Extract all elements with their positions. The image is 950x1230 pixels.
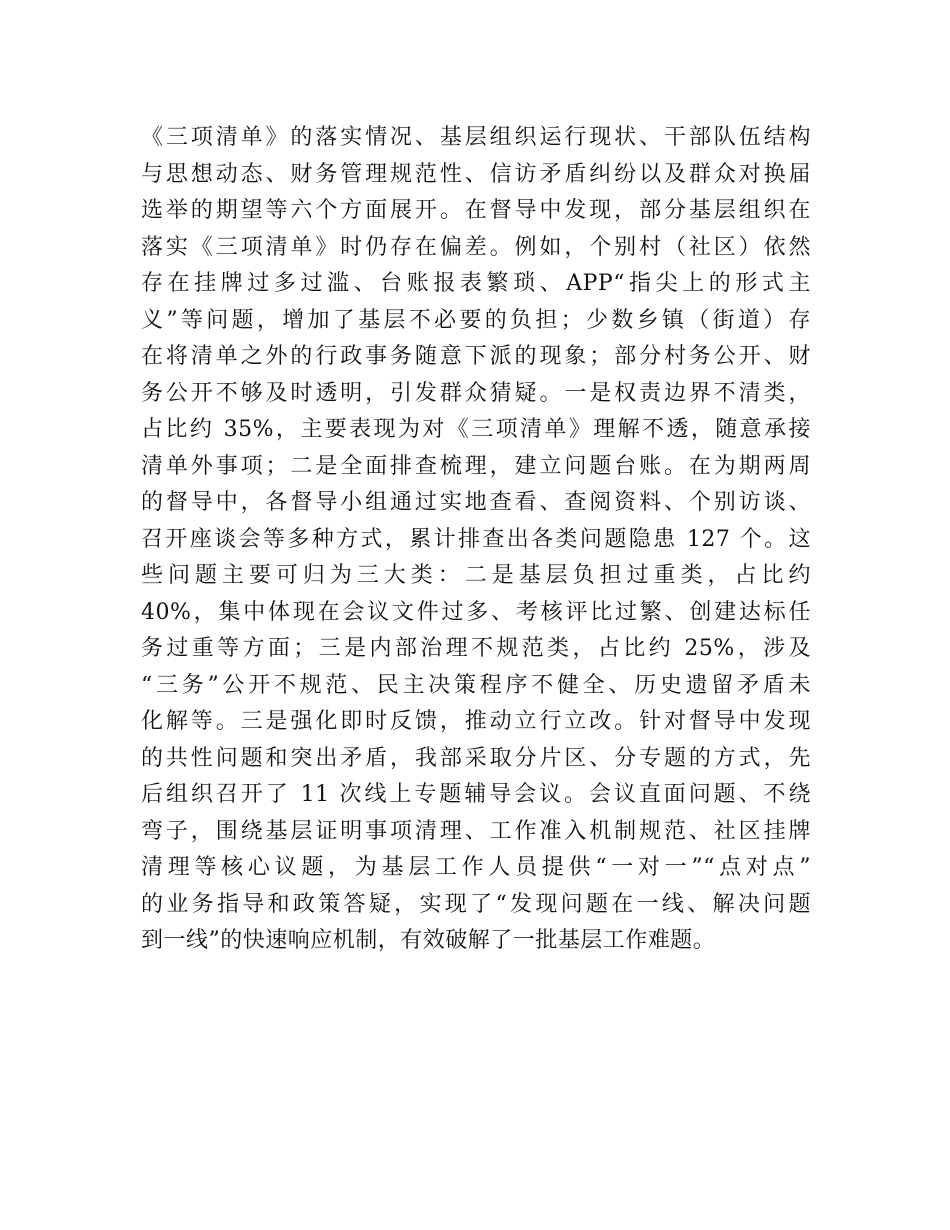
text-line: 清理等核心议题，为基层工作人员提供“一对一”“点对点” — [141, 855, 811, 880]
text-line: 召开座谈会等多种方式，累计排查出各类问题隐患 127 个。这 — [141, 526, 811, 552]
text-line: 务过重等方面；三是内部治理不规范类，占比约 25%，涉及 — [141, 636, 811, 661]
text-line: 义”等问题，增加了基层不必要的负担；少数乡镇（街道）存 — [141, 307, 811, 333]
text-line: 《三项清单》的落实情况、基层组织运行现状、干部队伍结构 — [141, 125, 811, 150]
text-line: 化解等。三是强化即时反馈，推动立行立改。针对督导中发现 — [141, 709, 811, 734]
text-line: 后组织召开了 11 次线上专题辅导会议。会议直面问题、不绕 — [141, 782, 811, 807]
text-line: 与思想动态、财务管理规范性、信访矛盾纠纷以及群众对换届 — [141, 161, 811, 187]
text-line: 在将清单之外的行政事务随意下派的现象；部分村务公开、财 — [141, 344, 811, 369]
text-line: 选举的期望等六个方面展开。在督导中发现，部分基层组织在 — [141, 198, 811, 223]
text-line: 占比约 35%，主要表现为对《三项清单》理解不透，随意承接 — [141, 417, 811, 442]
text-line: “三务”公开不规范、民主决策程序不健全、历史遗留矛盾未 — [141, 672, 811, 698]
text-line: 到一线”的快速响应机制，有效破解了一批基层工作难题。 — [141, 928, 716, 953]
text-line: 的业务指导和政策答疑，实现了“发现问题在一线、解决问题 — [141, 891, 811, 917]
text-line: 些问题主要可归为三大类：二是基层负担过重类，占比约 — [141, 563, 811, 588]
text-line: 的督导中，各督导小组通过实地查看、查阅资料、个别访谈、 — [141, 490, 811, 515]
text-line: 弯子，围绕基层证明事项清理、工作准入机制规范、社区挂牌 — [141, 818, 811, 844]
body-paragraph — [141, 120, 811, 960]
text-line: 的共性问题和突出矛盾，我部采取分片区、分专题的方式，先 — [141, 745, 811, 771]
text-line: 落实《三项清单》时仍存在偏差。例如，个别村（社区）依然 — [141, 234, 811, 260]
text-line: 清单外事项；二是全面排查梳理，建立问题台账。在为期两周 — [141, 453, 811, 479]
text-line: 务公开不够及时透明，引发群众猜疑。一是权责边界不清类， — [141, 380, 811, 406]
text-line: 存在挂牌过多过滥、台账报表繁琐、APP“指尖上的形式主 — [141, 271, 811, 296]
text-line: 40%，集中体现在会议文件过多、考核评比过繁、创建达标任 — [141, 599, 811, 625]
